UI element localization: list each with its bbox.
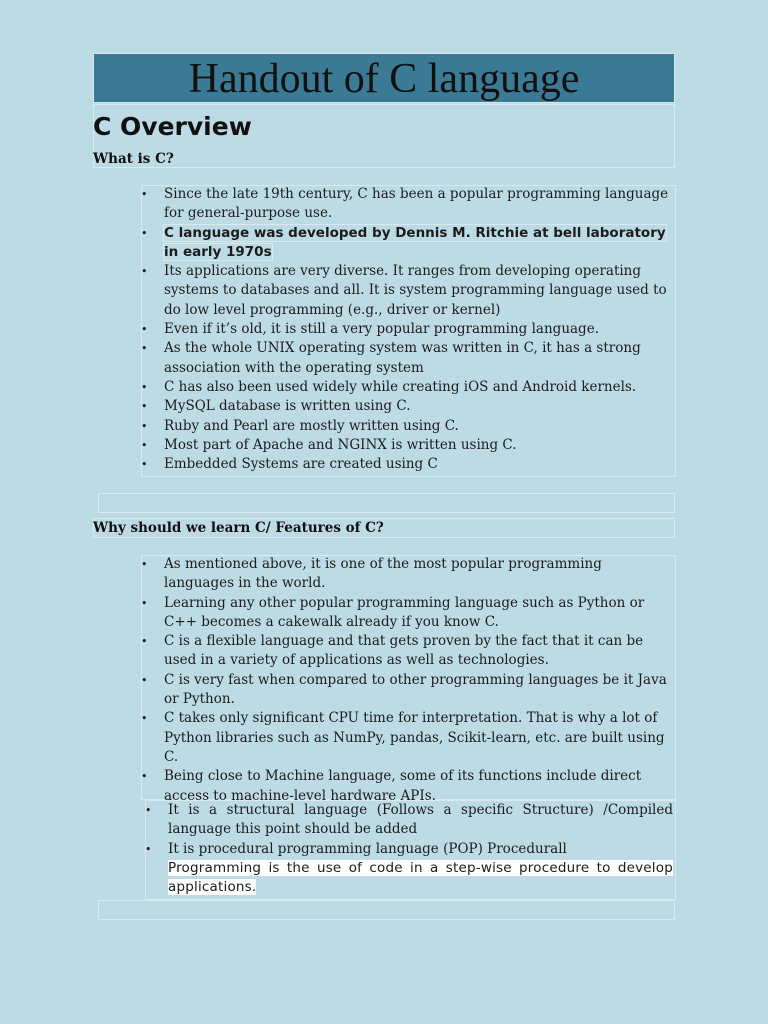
features-bullet-list [141,555,676,806]
list-item: • Being close to Machine language, some of its functions include direct access to machine-level hardware APIs. [141,767,676,806]
list-item: • Even if it’s old, it is still a very popular programming language. [141,320,676,339]
list-item: • Embedded Systems are created using C [141,455,676,474]
section-heading-overview: C Overview [93,112,252,141]
list-item: • Learning any other popular programming language such as Python or C++ becomes a cakewalk already if you know C. [141,594,676,633]
list-item: • Its applications are very diverse. It ranges from developing operating systems to databases and all. It is system programming language used to do low level programming (e.g., driver or kernel) [141,262,676,320]
list-item: • Most part of Apache and NGINX is written using C. [141,436,676,455]
empty-spacer-box [98,493,675,513]
empty-spacer-box-bottom [98,900,675,920]
list-item: • C language was developed by Dennis M. Ritchie at bell laboratory in early 1970s [141,224,676,263]
list-item: • Ruby and Pearl are mostly written using C. [141,417,676,436]
overview-bullet-list [141,185,676,474]
list-item: • C takes only significant CPU time for interpretation. That is why a lot of Python libraries such as NumPy, pandas, Scikit-learn, etc. are built using C. [141,709,676,767]
list-item: • It is a structural language (Follows a specific Structure) /Compiled language this point should be added [145,801,673,840]
extra-bullet-list [145,801,673,897]
list-item: • MySQL database is written using C. [141,397,676,416]
section-heading-features: Why should we learn C/ Features of C? [93,520,384,536]
question-what-is-c: What is C? [93,151,174,167]
list-item: • As mentioned above, it is one of the most popular programming languages in the world. [141,555,676,594]
list-item: • C is very fast when compared to other programming languages be it Java or Python. [141,671,676,710]
list-item: • Since the late 19th century, C has been a popular programming language for general-purpose use. [141,185,676,224]
list-item: • C is a flexible language and that gets proven by the fact that it can be used in a variety of applications as well as technologies. [141,632,676,671]
list-item: • C has also been used widely while creating iOS and Android kernels. [141,378,676,397]
list-item: • As the whole UNIX operating system was written in C, it has a strong association with the operating system [141,339,676,378]
list-item: • It is procedural programming language (POP) Procedurall Programming is the use of code in a step-wise procedure to develop applications. [145,840,673,898]
procedural-definition: Programming is the use of code in a step-wise procedure to develop applications. [168,859,673,896]
document-title: Handout of C language [93,53,675,103]
